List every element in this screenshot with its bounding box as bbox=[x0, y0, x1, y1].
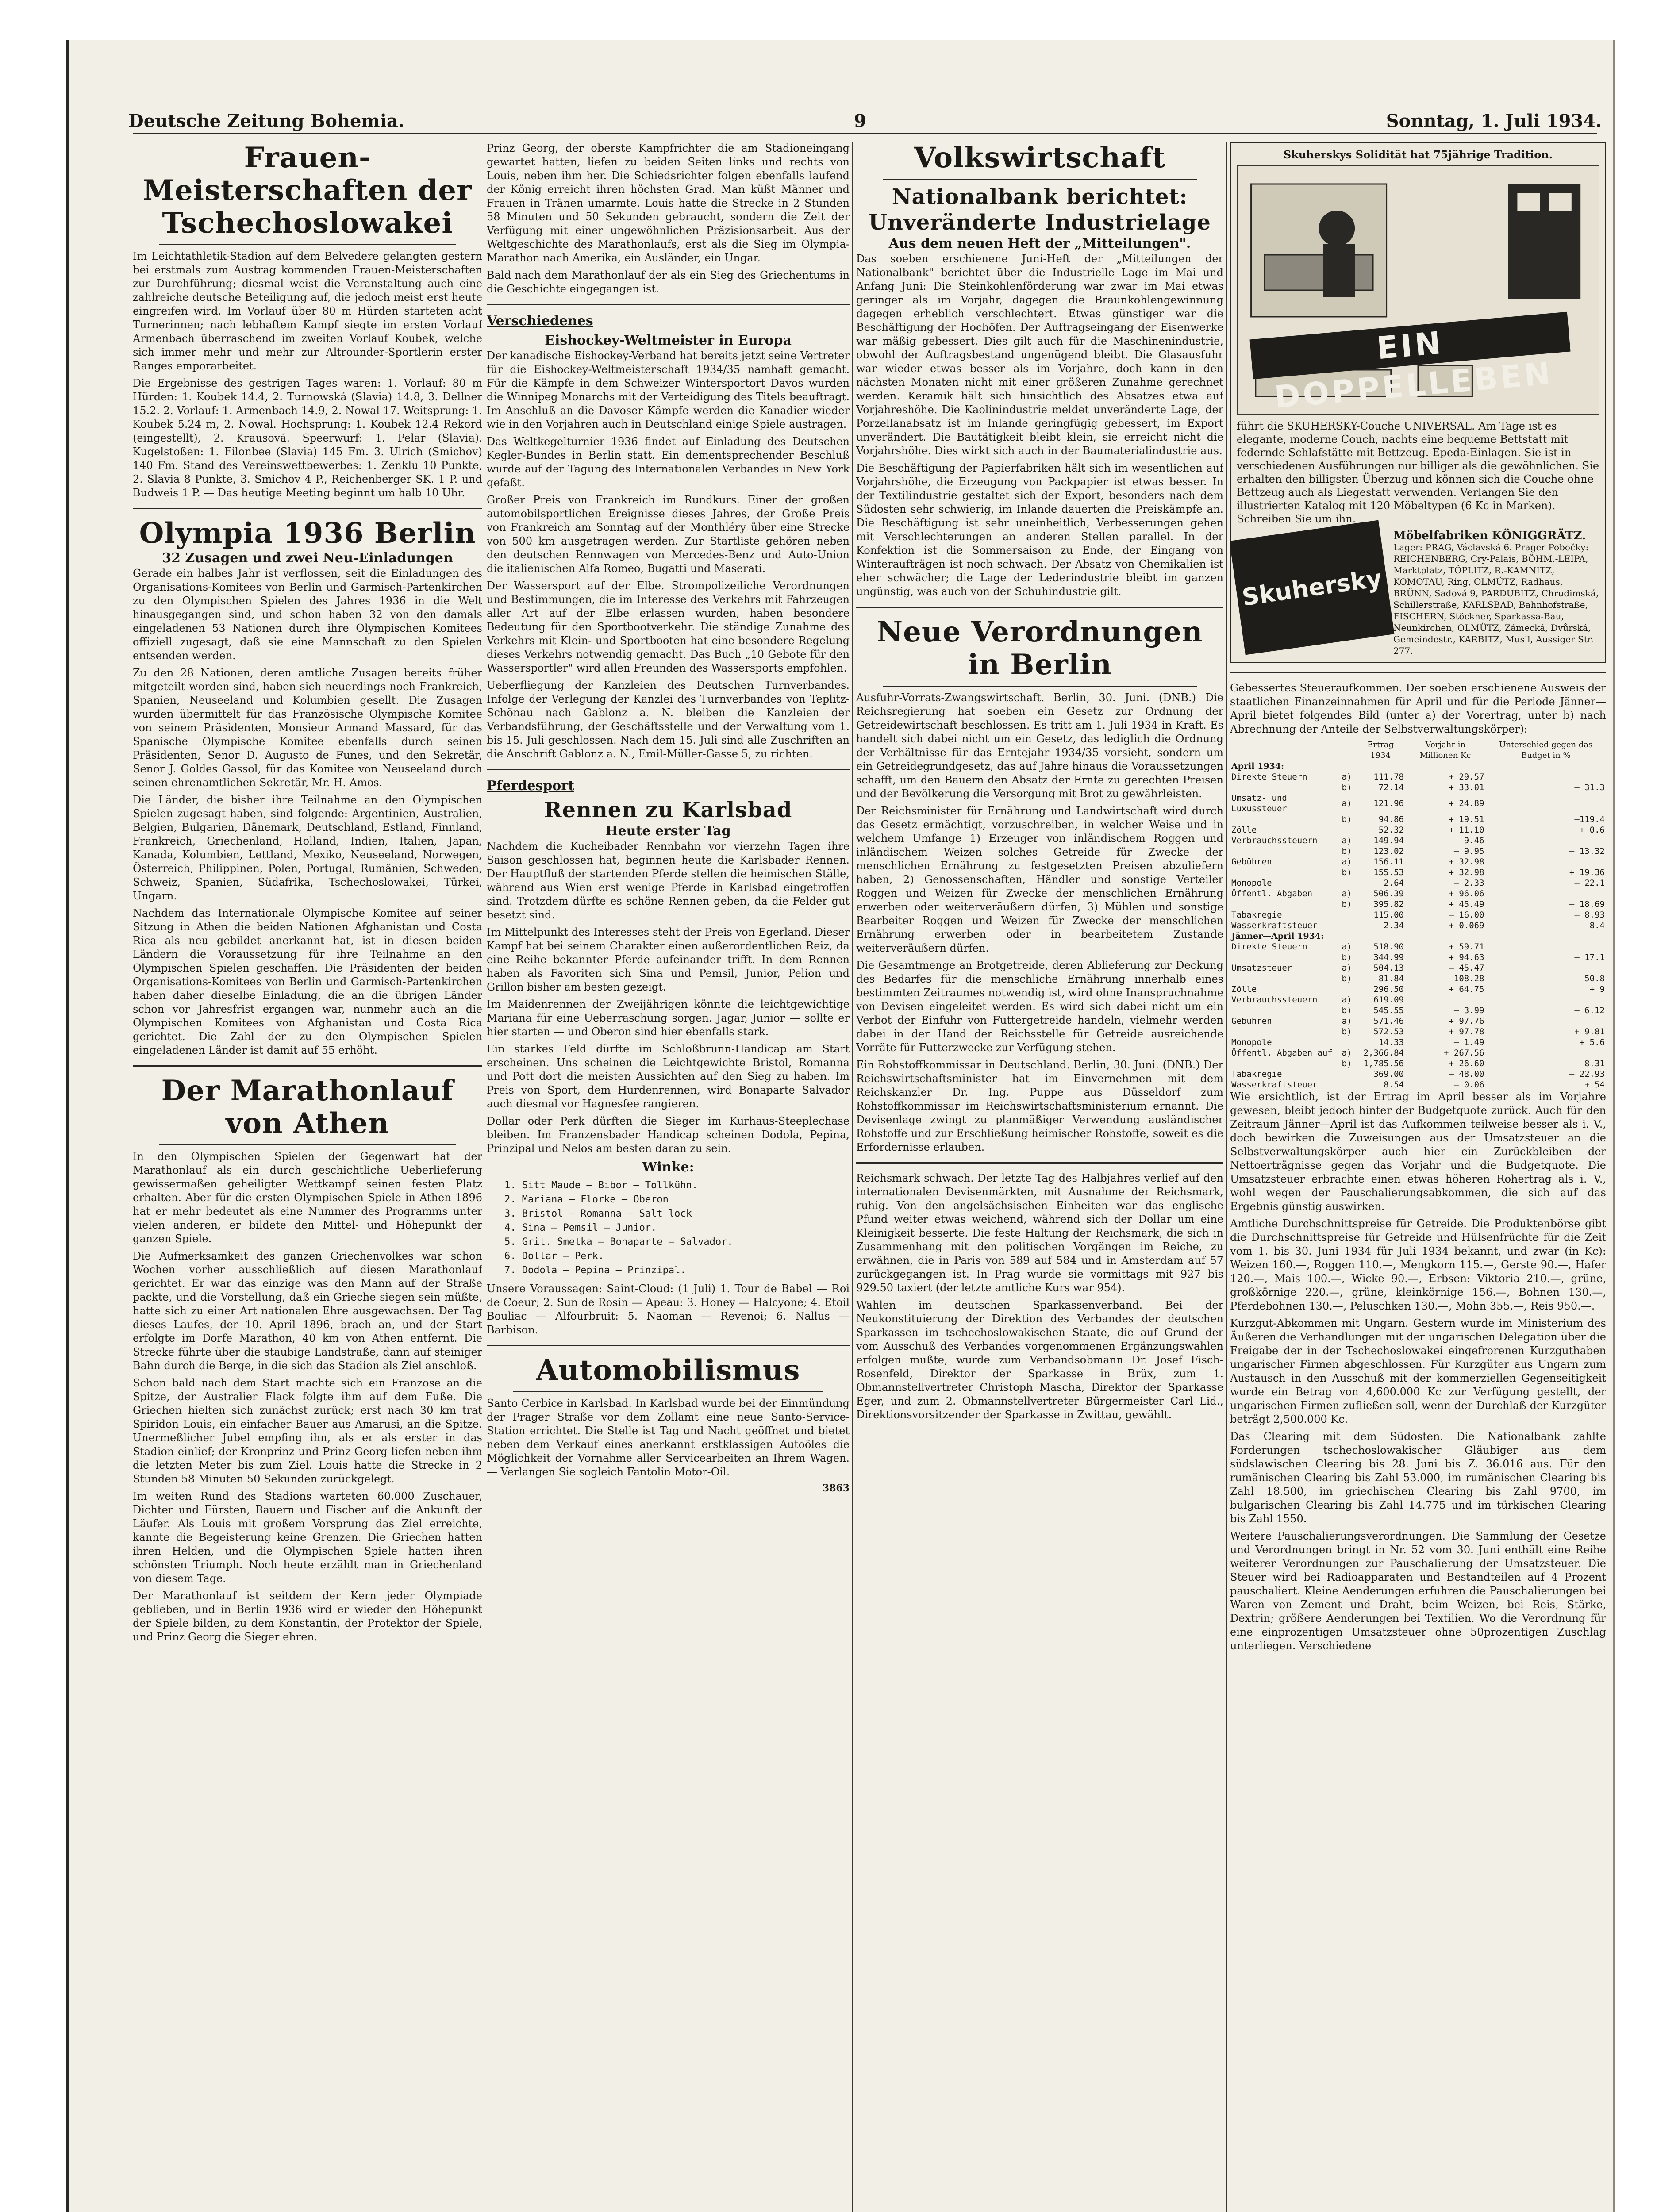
divider bbox=[159, 244, 456, 245]
article-paragraph: Im Leichtathletik-Stadion auf dem Belvedere gelangten gestern bei erstmals zum Austrag kommenden Frauen-Meisterschaften zur Durchführung; diesmal weist die Veranstaltung auch eine zahlreiche deutsche Beteiligung auf, die jedoch meist erst heute eingreifen wird. Im Vorlauf über 80 m Hürden starteten acht Turnerinnen; nach lebhaftem Kampf siegte im ersten Vorlauf Armenbach überraschend im zweiten Vorlauf Koubek, welche sich immer mehr und mehr zur Altrounder-Sportlerin erster Ranges emporarbeitet. bbox=[133, 250, 482, 372]
ad-title: Skuherskys Solidität hat 75jährige Tradition. bbox=[1283, 148, 1553, 161]
table-row bbox=[1230, 782, 1606, 793]
column-economy bbox=[856, 142, 1223, 1425]
table-cell: 156.11 bbox=[1373, 857, 1404, 867]
table-cell: 115.00 bbox=[1373, 910, 1404, 920]
table-row bbox=[1230, 1005, 1606, 1016]
table-cell: Umsatzsteuer bbox=[1231, 963, 1292, 973]
table-cell: 8.54 bbox=[1384, 1080, 1404, 1090]
article-paragraph: Unsere Voraussagen: Saint-Cloud: (1 Juli) 1. Tour de Babel — Roi de Coeur; 2. Sun de Rosin — Apeau: 3. Honey — Halcyone; 4. Etoil Bouliac — Alfourbruit: 5. Naoman — Revenoi; 6. Nallus — Barbison. bbox=[487, 1283, 850, 1336]
table-cell bbox=[1230, 1058, 1340, 1069]
article-paragraph: Gebessertes Steueraufkommen. Der soeben erschienene Ausweis der staatlichen Finanzeinnahmen für April und für die Periode Jänner—April bietet folgendes Bild (unter a) der Vorertrag, unter b) nach Abrechnung der Anteile der Selbstverwaltungskörper): bbox=[1230, 682, 1606, 735]
table-cell: b) bbox=[1342, 783, 1352, 792]
tip-item: 5. Grit. Smetka — Bonaparte — Salvador. bbox=[504, 1237, 733, 1248]
headline-olympia: Olympia 1936 Berlin bbox=[139, 517, 476, 550]
table-cell: a) bbox=[1342, 1016, 1352, 1026]
firm-name: Möbelfabriken KÖNIGGRÄTZ. bbox=[1393, 529, 1586, 542]
table-cell: Öffentl. Abgaben auf bbox=[1231, 1048, 1333, 1058]
table-cell: 1,785.56 bbox=[1363, 1059, 1404, 1068]
article-paragraph: Der Reichsminister für Ernährung und Landwirtschaft wird durch das Gesetz ermächtigt, vorzuschreiben, in welcher Weise und in welchem Umfange 1) Erzeuger von inländischem Roggen und inländischem Weizen solches Getreide für Zwecke der menschlichen Ernährung zu festgesetzten Preisen abzuliefern haben, 2) Genossenschaften, Händler und sonstige Verteiler Roggen und Weizen für Zwecke der menschlichen Ernährung erwerben oder weiterveräußern dürfen, 3) Mühlen und sonstige Bearbeiter Roggen und Weizen für Zwecke der menschlichen Ernährung erwerben oder in bearbeitetem Zustande weiterveräußern dürfen. bbox=[856, 805, 1223, 954]
divider bbox=[856, 607, 1223, 608]
table-cell: + 54 bbox=[1584, 1080, 1605, 1090]
divider bbox=[159, 1144, 456, 1145]
table-row bbox=[1230, 984, 1606, 995]
table-cell: 619.09 bbox=[1373, 995, 1404, 1005]
table-cell: Gebühren bbox=[1231, 857, 1272, 867]
table-cell: 344.99 bbox=[1373, 952, 1404, 962]
table-cell bbox=[1486, 856, 1606, 867]
subheadline-karlsbad: Heute erster Tag bbox=[605, 823, 731, 839]
table-cell: b) bbox=[1342, 952, 1352, 962]
table-cell: 14.33 bbox=[1378, 1037, 1404, 1047]
article-paragraph: Nachdem das Internationale Olympische Komitee auf seiner Sitzung in Athen die beiden Nationen Afghanistan und Costa Rica als neu gebildet anerkannt hat, ist in diesen beiden Ländern die Voraussetzung für ihre Teilnahme an den Olympischen Spielen geschaffen. Die Präsidenten der beiden Organisations-Komitees von Berlin und Garmisch-Partenkirchen haben daher dieselbe Einladung, die an die übrigen Länder schon vor Jahresfrist ergangen war, nunmehr auch an die Olympischen Komitees von Afghanistan und Costa Rica gerichtet. Die Zahl der zu den Olympischen Spielen eingeladenen Länder ist damit auf 55 erhöht. bbox=[133, 907, 482, 1056]
table-cell: b) bbox=[1342, 899, 1352, 909]
table-row bbox=[1230, 920, 1606, 931]
table-row bbox=[1230, 1079, 1606, 1090]
column-ads-finance bbox=[1230, 142, 1606, 1656]
table-row bbox=[1230, 1048, 1606, 1058]
branch-list: Lager: PRAG, Václavská 6. Prager Pobočky: REICHENBERG, Cry-Palais, BÖHM.-LEIPA, Marktplatz, TÖPLITZ, R.-KAMNITZ, KOMOTAU, Ring, OLMÜTZ, Radhaus, BRÜNN, Sadová 9, PARDUBITZ, Chrudimská, Schillerstraße, KARLSBAD, Bahnhofstraße, FISCHERN, Stöckner, Sparkassa-Bau, Neunkirchen, OLMÜTZ, Zámecká, Dvůrská, Gemeindestr., KARBITZ, Musil, Aussiger Str. 277. bbox=[1393, 542, 1599, 656]
article-paragraph: Zu den 28 Nationen, deren amtliche Zusagen bereits früher mitgeteilt worden sind, haben sich neuerdings noch Frankreich, Spanien, Neuseeland und Kolumbien gesellt. Die Zusagen wurden übermittelt für das Französische Olympische Komitee von seinem Präsidenten, Monsieur Armand Massard, für das Spanische Olympische Komitee ebenfalls durch seinen Präsidenten, Senor D. Augusto de Funes, und den Sekretär, Senor J. Goldes Gassol, für das Komitee von Neuseeland durch seinen ehrenamtlichen Sekretär, Mr. H. Amos. bbox=[133, 667, 482, 789]
table-cell: Zölle bbox=[1231, 825, 1257, 835]
table-cell bbox=[1486, 772, 1606, 782]
table-cell: Umsatz- und Luxussteuer bbox=[1231, 793, 1287, 814]
table-header-cell: Ertrag 1934 bbox=[1367, 740, 1394, 760]
subheadline-nationalbank: Aus dem neuen Heft der „Mitteilungen". bbox=[888, 236, 1191, 251]
ad-body: führt die SKUHERSKY-Couche UNIVERSAL. Am Tage ist es elegante, moderne Couch, nachts eine bequeme Bettstatt mit federnde Schlafstätte mit Bettzeug. Epeda-Einlagen. Sie ist in verschiedenen Ausführungen nur billiger als die gewöhnlichen. Sie erhalten den billigsten Überzug und können sich die Couche ohne Bettzeug auch als Liegestatt verwenden. Verlangen Sie den illustrierten Katalog mit 120 Möbeltypen (6 Kc in Marken). Schreiben Sie um ihn. bbox=[1237, 420, 1599, 525]
table-cell: — 45.47 bbox=[1449, 963, 1484, 973]
table-cell: + 9 bbox=[1589, 984, 1605, 994]
table-body-april bbox=[1230, 772, 1606, 931]
divider bbox=[487, 1345, 850, 1346]
table-cell: b) bbox=[1342, 1059, 1352, 1068]
table-cell: — 22.93 bbox=[1569, 1069, 1605, 1079]
table-cell: — 0.06 bbox=[1453, 1080, 1484, 1090]
table-cell: + 11.10 bbox=[1449, 825, 1484, 835]
table-cell: 395.82 bbox=[1373, 899, 1404, 909]
table-cell: b) bbox=[1342, 974, 1352, 983]
table-cell bbox=[1340, 910, 1353, 920]
table-cell: Verbrauchssteuern bbox=[1231, 995, 1318, 1005]
table-cell: 518.90 bbox=[1373, 942, 1404, 952]
advertisement-skuhersky bbox=[1230, 142, 1606, 663]
table-cell: + 59.71 bbox=[1449, 942, 1484, 952]
table-cell bbox=[1230, 1005, 1340, 1016]
column-divider bbox=[852, 142, 853, 2212]
article-paragraph: Bald nach dem Marathonlauf der als ein Sieg des Griechentums in die Geschichte eingegangen ist. bbox=[487, 269, 850, 295]
table-cell: 121.96 bbox=[1373, 799, 1404, 808]
table-row bbox=[1230, 1037, 1606, 1048]
table-cell: + 32.98 bbox=[1449, 868, 1484, 877]
table-cell bbox=[1230, 1026, 1340, 1037]
table-row bbox=[1230, 973, 1606, 984]
headline-karlsbad-races: Rennen zu Karlsbad bbox=[544, 798, 792, 822]
table-cell: Direkte Steuern bbox=[1231, 772, 1307, 782]
table-cell bbox=[1405, 995, 1486, 1005]
divider bbox=[883, 179, 1197, 180]
table-cell bbox=[1486, 1048, 1606, 1058]
table-cell: a) bbox=[1342, 995, 1352, 1005]
table-cell bbox=[1486, 793, 1606, 814]
table-cell: + 267.56 bbox=[1444, 1048, 1484, 1058]
tax-revenue-table bbox=[1230, 740, 1606, 1090]
article-paragraph: Im Mittelpunkt des Interesses steht der Preis von Egerland. Dieser Kampf hat bei seinem Charakter einen außerordentlichen Reiz, da eine Reihe bekannter Pferde aufeinander trifft. In dem Rennen haben als Favoriten sich Sina und Pemsil, Junior, Pelion und Grillon bisher am besten gezeigt. bbox=[487, 926, 850, 993]
table-cell bbox=[1340, 1037, 1353, 1048]
article-paragraph: Ueberfliegung der Kanzleien des Deutschen Turnverbandes. Infolge der Verlegung der Kanzlei des Turnverbandes von Teplitz-Schönau nach Gablonz a. N. bleiben die Kanzleien der Verbandsführung, der Geschäftsstelle und der Verwaltung vom 1. bis 15. Juli geschlossen. Nach dem 15. Juli sind alle Zuschriften an die Anschrift Gablonz a. N., Emil-Müller-Gasse 5, zu richten. bbox=[487, 679, 850, 760]
table-cell bbox=[1340, 878, 1353, 888]
article-paragraph: Großer Preis von Frankreich im Rundkurs. Einer der großen automobilsportlichen Ereignisse dieses Jahres, der Große Preis von Frankreich am Sonntag auf der Monthléry über eine Strecke von 500 km ausgetragen werden. Zur Startliste gehören neben den deutschen Rennwagen von Mercedes-Benz und Auto-Union die italienischen Alfa Romeo, Bugatti und Maserati. bbox=[487, 494, 850, 575]
table-cell: Tabakregie bbox=[1231, 1069, 1282, 1079]
table-cell: Direkte Steuern bbox=[1231, 942, 1307, 952]
table-cell: 2,366.84 bbox=[1363, 1048, 1404, 1058]
table-cell: a) bbox=[1342, 772, 1352, 782]
table-cell bbox=[1340, 1079, 1353, 1090]
article-paragraph: Die Aufmerksamkeit des ganzen Griechenvolkes war schon Wochen vorher ausschließlich auf diesen Marathonlauf gerichtet. Er war das einzige was den Mann auf der Straße packte, und die Vorstellung, daß ein Grieche siegen sein müßte, hatte sich zu einer Art nationalen Ehre ausgewachsen. Der Tag dieses Laufes, der 10. April 1896, brach an, und der Start erfolgte im Dorfe Marathon, 40 km von Athen entfernt. Die Strecke führte über die staubige Landstraße, dann auf steiniger Bahn durch die Berge, in die sich das Stadion als Ziel anschloß. bbox=[133, 1250, 482, 1372]
article-paragraph: Weitere Pauschalierungsverordnungen. Die Sammlung der Gesetze und Verordnungen bringt in Nr. 52 vom 30. Juni enthält eine Reihe weiterer Verordnungen zur Pauschalierung der Umsatzsteuer. Die Steuer wird bei Radioapparaten und Bestandteilen auf 4 Prozent pauschaliert. Kleine Aenderungen erfuhren die Pauschalierungen bei Waren von Zement und Draht, beim Weizen, bei Reis, Stärke, Dextrin; größere Aenderungen bei Textilien. Wo die Verordnung für eine einprozentigen Umsatzsteuer ohne 50prozentigen Zuschlag unterliegen. Verschiedene bbox=[1230, 1530, 1606, 1652]
headline-automobilism: Automobilismus bbox=[536, 1354, 800, 1387]
table-cell: + 29.57 bbox=[1449, 772, 1484, 782]
table-cell: Monopole bbox=[1231, 878, 1272, 888]
table-row bbox=[1230, 1069, 1606, 1079]
table-cell bbox=[1230, 867, 1340, 878]
table-cell: 123.02 bbox=[1373, 846, 1404, 856]
article-paragraph: Wie ersichtlich, ist der Ertrag im April besser als im Vorjahre gewesen, bleibt jedoch hinter der Budgetquote zurück. Auch für den Zeitraum Jänner—April ist das Aufkommen teilweise besser als i. V., doch bewirken die Zuweisungen aus der Umsatzsteuer an die Selbstverwaltungskörper auch hier ein Zurückbleiben der Nettoerträgnisse gegen das Vorjahr und die Budgetquote. Die Umsatzsteuer erbrachte einen etwas höheren Rohertrag als i. V., wohl wegen der Pauschalierungsabkommen, die sich auf das Ergebnis günstig auswirken. bbox=[1230, 1091, 1606, 1213]
divider bbox=[133, 508, 482, 509]
table-cell: — 13.32 bbox=[1569, 846, 1605, 856]
table-cell: b) bbox=[1342, 1006, 1352, 1015]
table-cell: 296.50 bbox=[1373, 984, 1404, 994]
table-cell: b) bbox=[1342, 868, 1352, 877]
article-paragraph: Amtliche Durchschnittspreise für Getreide. Die Produktenbörse gibt die Durchschnittspreise für Getreide und Hülsenfrüchte für die Zeit vom 1. bis 30. Juni 1934 für Juli 1934 bekannt, und zwar (in Kc): Weizen 160.—, Roggen 110.—, Mengkorn 115.—, Gerste 90.—, Hafer 120.—, Mais 100.—, Wicke 90.—, Erbsen: Viktoria 210.—, grüne, großkörnige 220.—, grüne, kleinkörnige 156.—, Bohnen 130.—, Pferdebohnen 130.—, Peluschken 130.—, Mohn 355.—, Reis 950.—. bbox=[1230, 1217, 1606, 1312]
table-cell: — 3.99 bbox=[1453, 1006, 1484, 1015]
table-cell: — 6.12 bbox=[1574, 1006, 1605, 1015]
article-paragraph: In den Olympischen Spielen der Gegenwart hat der Marathonlauf als ein durch geschichtliche Ueberlieferung gewissermaßen geheiligter Wettkampf seinen festen Platz erhalten. Aber für die ersten Olympischen Spiele in Athen 1896 hat er mehr bedeutet als eine Nummer des Programms unter vielen anderen, er bildete den Mittel- und Höhepunkt der ganzen Spiele. bbox=[133, 1150, 482, 1245]
table-cell: + 0.069 bbox=[1449, 921, 1484, 930]
table-cell: 2.64 bbox=[1384, 878, 1404, 888]
divider bbox=[1230, 672, 1606, 673]
section-heading-misc: Verschiedenes bbox=[487, 313, 593, 329]
divider bbox=[856, 1162, 1223, 1164]
table-row bbox=[1230, 952, 1606, 963]
table-cell bbox=[1486, 963, 1606, 973]
table-cell: Wasserkraftsteuer bbox=[1231, 1080, 1318, 1090]
table-cell bbox=[1486, 1016, 1606, 1026]
table-row bbox=[1230, 941, 1606, 952]
table-cell: — 31.3 bbox=[1574, 783, 1605, 792]
article-paragraph: Ausfuhr-Vorrats-Zwangswirtschaft. Berlin, 30. Juni. (DNB.) Die Reichsregierung hat soeben ein Gesetz zur Ordnung der Getreidewirtschaft beschlossen. Es tritt am 1. Juli 1934 in Kraft. Es handelt sich dabei nicht um ein Gesetz, das lediglich die Ordnung der Verhältnisse für das Erntejahr 1934/35 vorsieht, sondern um ein Getreidegrundgesetz, das auf Jahre hinaus die Voraussetzungen schafft, um den Bauern den Absatz der Ernte zu gerechten Preisen und der Bevölkerung die Versorgung mit Brot zu gewährleisten. bbox=[856, 691, 1223, 800]
table-cell: 52.32 bbox=[1378, 825, 1404, 835]
table-row bbox=[1230, 814, 1606, 825]
table-cell: + 0.6 bbox=[1579, 825, 1605, 835]
table-cell: + 64.75 bbox=[1449, 984, 1484, 994]
table-cell: — 22.1 bbox=[1574, 878, 1605, 888]
table-section-row bbox=[1230, 761, 1606, 772]
table-cell bbox=[1230, 846, 1340, 856]
article-paragraph: Reichsmark schwach. Der letzte Tag des Halbjahres verlief auf den internationalen Devisenmärkten, mit Ausnahme der Reichsmark, ruhig. Von den angelsächsischen Einheiten war das englische Pfund weiter etwas weichend, während sich der Dollar um eine Kleinigkeit besserte. Die feste Haltung der Reichsmark, die sich in Zusammenhang mit den politischen Vorgängen im Reiche, zu erwähnen, die in Paris von 589 auf 584 und in Amsterdam auf 57 zurückgegangen ist. In Prag wurde sie vormittags mit 927 bis 929.50 taxiert (der letzte amtliche Kurs war 954). bbox=[856, 1172, 1223, 1294]
table-cell: + 19.36 bbox=[1569, 868, 1605, 877]
tip-item: 2. Mariana — Florke — Oberon bbox=[504, 1194, 669, 1205]
article-paragraph: Nachdem die Kucheibader Rennbahn vor vierzehn Tagen ihre Saison geschlossen hat, beginnen heute die Karlsbader Rennen. Der Hauptfluß der startenden Pferde stellen die heimischen Ställe, während aus Wien erst wenige Pferde in Karlsbad eingetroffen sind. Trotzdem dürfte es schöne Rennen geben, da die Felder gut besetzt sind. bbox=[487, 840, 850, 921]
table-cell: 72.14 bbox=[1378, 783, 1404, 792]
headline-new-regulations: Neue Verordnungen in Berlin bbox=[877, 615, 1203, 681]
table-cell: — 48.00 bbox=[1449, 1069, 1484, 1079]
column-sports bbox=[133, 142, 482, 1647]
ad-banner: EIN DOPPELLEBEN bbox=[1249, 312, 1570, 379]
table-cell: + 9.81 bbox=[1574, 1027, 1605, 1037]
headline-nationalbank: Nationalbank berichtet: Unveränderte Industrielage bbox=[869, 184, 1211, 235]
divider bbox=[487, 769, 850, 770]
table-cell bbox=[1230, 782, 1340, 793]
article-paragraph: Schon bald nach dem Start machte sich ein Franzose an die Spitze, der Australier Flack folgte ihm auf dem Fuße. Die Griechen hielten sich zunächst zurück; erst nach 30 km trat Spiridon Louis, ein einfacher Bauer aus Amarusi, an die Spitze. Unermeßlicher Jubel empfing ihn, als er als erster in das Stadion einlief; der Kronprinz und Prinz Georg liefen neben ihm die letzten Meter bis zum Ziel. Louis hatte die Strecke in 2 Stunden 58 Minuten 50 Sekunden zurückgelegt. bbox=[133, 1377, 482, 1485]
table-cell: + 24.89 bbox=[1449, 799, 1484, 808]
table-row bbox=[1230, 963, 1606, 973]
table-cell: 155.53 bbox=[1373, 868, 1404, 877]
tip-item: 3. Bristol — Romanna — Salt lock bbox=[504, 1208, 692, 1219]
article-paragraph: Kurzgut-Abkommen mit Ungarn. Gestern wurde im Ministerium des Äußeren die Verhandlungen mit der ungarischen Delegation über die Freigabe der in der Tschechoslowakei eingefrorenen Kurzguthaben ungarischer Firmen abgeschlossen. Für Kurzgüter aus Ungarn zum Austausch in den Ausschuß mit der kommerziellen Gegenseitigkeit wurde ein Betrag von 4,600.000 Kc zur Verfügung gestellt, der ungarischen Firmen zufließen soll, wenn der Durchlaß der Kurzgüter beträgt 2,500.000 Kc. bbox=[1230, 1317, 1606, 1425]
article-paragraph: Das Clearing mit dem Südosten. Die Nationalbank zahlte Forderungen tschechoslowakischer Gläubiger aus dem südslawischen Clearing bis 28. Juni bis Z. 36.016 aus. Für den rumänischen Clearing bis Zahl 53.000, im rumänischen Clearing bis Zahl 18.500, im griechischen Clearing bis Zahl 9700, im bulgarischen Clearing bis Zahl 14.775 und im türkischen Clearing bis Zahl 1550. bbox=[1230, 1430, 1606, 1525]
article-paragraph: Im weiten Rund des Stadions warteten 60.000 Zuschauer, Dichter und Fürsten, Bauern und Fischer auf die Ankunft der Läufer. Als Louis mit großem Vorsprung das Ziel erreichte, kannte die Begeisterung keine Grenzen. Die Griechen hatten ihren Helden, und die Olympischen Spiele hatten ihren schönsten Triumph. Noch heute erzählt man in Griechenland von diesem Tage. bbox=[133, 1490, 482, 1585]
divider bbox=[133, 1065, 482, 1067]
table-cell bbox=[1230, 899, 1340, 910]
page-number: 9 bbox=[854, 111, 866, 131]
table-cell: + 26.60 bbox=[1449, 1059, 1484, 1068]
table-cell: + 45.49 bbox=[1449, 899, 1484, 909]
table-cell: Wasserkraftsteuer bbox=[1231, 921, 1318, 930]
article-paragraph: Der Wassersport auf der Elbe. Strompolizeiliche Verordnungen und Bestimmungen, die im Interesse des Verkehrs mit Fahrzeugen aller Art auf der Elbe erlassen wurden, haben besondere Bedeutung für den Sportbootverkehr. Die ständige Zunahme des Verkehrs mit Klein- und Sportbooten hat eine besondere Regelung dieses Verkehrs notwendig gemacht. Das Buch „10 Gebote für den Wassersportler" wird allen Freunden des Wassersports empfohlen. bbox=[487, 580, 850, 674]
table-cell: b) bbox=[1342, 1027, 1352, 1037]
table-cell: a) bbox=[1342, 799, 1352, 808]
article-paragraph: Wahlen im deutschen Sparkassenverband. Bei der Neukonstituierung der Direktion des Verbandes der deutschen Sparkassen im tschechoslowakischen Staate, die auf Grund der vom Ausschuß des Verbandes vorgenommenen Ergänzungswahlen erfolgen mußte, wurde zum Verbandsobmann Dr. Josef Fisch-Rosenfeld, Direktor der Sparkasse in Brüx, zum 1. Obmannstellvertreter Christoph Mascha, Direktor der Sparkasse Eger, und zum 2. Obmannstellvertreter Bürgermeister Carl Lid., Direktionsvorsitzender der Sparkasse in Zwittau, gewählt. bbox=[856, 1299, 1223, 1421]
table-cell: — 8.93 bbox=[1574, 910, 1605, 920]
table-cell: Verbrauchssteuern bbox=[1231, 836, 1318, 845]
article-paragraph: Das soeben erschienene Juni-Heft der „Mitteilungen der Nationalbank" berichtet über die Industrielle Lage im Mai und Anfang Juni: Die Steinkohlenförderung war zwar im Mai etwas geringer als im Vorjahr, dagegen die Braunkohlengewinnung dagegen erheblich verschlechtert. Etwas günstiger war die Beschäftigung der Hochöfen. Der Auftragseingang der Eisenwerke war mäßig gebessert. Dies gilt auch für die Maschinenindustrie, obwohl der Auftragsbestand ungenügend bleibt. Die Glasausfuhr war wieder etwas besser als im Vorjahre, doch kann in den nächsten Monaten nicht mit einer größeren Zunahme gerechnet werden. Keramik hält sich hinsichtlich des Absatzes etwa auf Vorjahreshöhe. Die Kaolinindustrie meldet unveränderte Lage, der Porzellanabsatz ist im Inlande geringfügig gebessert, im Export unverändert. Die Bautätigkeit bleibt klein, sie erreicht nicht die Vorjahrshöhe. Dies wirkt sich auch in der Baumaterialindustrie aus. bbox=[856, 253, 1223, 457]
table-cell: — 9.95 bbox=[1453, 846, 1484, 856]
article-paragraph: Im Maidenrennen der Zweijährigen könnte die leichtgewichtige Mariana für eine Ueberraschung sorgen. Jagar, Junior — sollte er hier starten — und Oberon sind hier ebenfalls stark. bbox=[487, 998, 850, 1038]
table-cell: — 18.69 bbox=[1569, 899, 1605, 909]
table-cell: b) bbox=[1342, 846, 1352, 856]
table-header-cell: Unterschied gegen das Budget in % bbox=[1499, 740, 1593, 760]
table-row bbox=[1230, 856, 1606, 867]
table-cell: b) bbox=[1342, 814, 1352, 824]
table-section-label: Jänner—April 1934: bbox=[1231, 931, 1324, 941]
table-cell bbox=[1340, 1069, 1353, 1079]
headline-marathon: Der Marathonlauf von Athen bbox=[161, 1074, 454, 1140]
table-cell: — 2.33 bbox=[1453, 878, 1484, 888]
table-cell: + 94.63 bbox=[1449, 952, 1484, 962]
table-row bbox=[1230, 910, 1606, 920]
subheadline-icehockey: Eishockey-Weltmeister in Europa bbox=[545, 333, 792, 348]
table-cell: — 1.49 bbox=[1453, 1037, 1484, 1047]
table-row bbox=[1230, 1026, 1606, 1037]
table-cell: 81.84 bbox=[1378, 974, 1404, 983]
table-cell: Gebühren bbox=[1231, 1016, 1272, 1026]
table-cell: + 19.51 bbox=[1449, 814, 1484, 824]
table-cell: a) bbox=[1342, 889, 1352, 899]
table-body-jan-apr bbox=[1230, 941, 1606, 1090]
divider bbox=[487, 304, 850, 305]
ad-address bbox=[1393, 530, 1599, 657]
table-row bbox=[1230, 867, 1606, 878]
article-paragraph: Das Weltkegelturnier 1936 findet auf Einladung des Deutschen Kegler-Bundes in Berlin statt. Ein dementsprechender Beschluß wurde auf der Tagung des Internationalen Verbandes in New York gefaßt. bbox=[487, 435, 850, 489]
article-paragraph: Gerade ein halbes Jahr ist verflossen, seit die Einladungen des Organisations-Komitees von Berlin und Garmisch-Partenkirchen zu den Olympischen Spielen des Jahres 1936 in die Welt hinausgegangen sind, und schon haben 32 von den damals eingeladenen 53 Nationen durch ihre Olympischen Komitees offiziell zugesagt, daß sie eine Mannschaft zu den Spielen entsenden werden. bbox=[133, 567, 482, 662]
table-cell: a) bbox=[1342, 963, 1352, 973]
table-row bbox=[1230, 899, 1606, 910]
table-cell bbox=[1340, 825, 1353, 835]
table-section-row bbox=[1230, 931, 1606, 941]
table-row bbox=[1230, 835, 1606, 846]
table-row bbox=[1230, 1058, 1606, 1069]
table-cell bbox=[1340, 920, 1353, 931]
tips-list bbox=[504, 1179, 850, 1278]
tip-item: 1. Sitt Maude — Bibor — Tollkühn. bbox=[504, 1180, 698, 1191]
table-row bbox=[1230, 772, 1606, 782]
subheadline-olympia: 32 Zusagen und zwei Neu-Einladungen bbox=[162, 550, 453, 566]
table-cell: Monopole bbox=[1231, 1037, 1272, 1047]
header-rule bbox=[133, 133, 1597, 134]
table-cell: — 8.31 bbox=[1574, 1059, 1605, 1068]
article-paragraph: Die Ergebnisse des gestrigen Tages waren: 1. Vorlauf: 80 m Hürden: 1. Koubek 14.4, 2. Turnowská (Slavia) 14.8, 3. Dellner 15.2. 2. Vorlauf: 1. Armenbach 14.9, 2. Nowal 17. Weitsprung: 1. Koubek 5.24 m, 2. Nowal. Hochsprung: 1. Koubek 12.4 Rekord (eingestellt), 2. Krausová. Speerwurf: 1. Pelar (Slavia). Kugelstoßen: 1. Filonbee (Slavia) 145 Fm. 3. Ulrich (Smichov) 140 Fm. Stand des Vereinswettbewerbes: 1. Zenklu 10 Punkte, 2. Slavia 8 Punkte, 3. Smichov 4 P., Reichenberger SK. 1 P. und Budweis 1 P. — Das heutige Meeting beginnt um halb 10 Uhr. bbox=[133, 377, 482, 499]
table-row bbox=[1230, 793, 1606, 814]
table-cell: 2.34 bbox=[1384, 921, 1404, 930]
ad-illustration bbox=[1237, 165, 1599, 415]
tips-heading: Winke: bbox=[642, 1160, 694, 1175]
table-section-label: April 1934: bbox=[1231, 761, 1284, 771]
column-divider bbox=[1226, 142, 1227, 2212]
table-cell: — 50.8 bbox=[1574, 974, 1605, 983]
divider bbox=[513, 1391, 823, 1392]
table-cell bbox=[1486, 888, 1606, 899]
table-cell: 506.39 bbox=[1373, 889, 1404, 899]
table-row bbox=[1230, 995, 1606, 1005]
ad-footer bbox=[1237, 530, 1599, 657]
table-cell: + 97.76 bbox=[1449, 1016, 1484, 1026]
table-header-cell: Vorjahr in Millionen Kc bbox=[1420, 740, 1471, 760]
table-cell bbox=[1230, 814, 1340, 825]
table-cell bbox=[1230, 952, 1340, 963]
table-row bbox=[1230, 825, 1606, 835]
divider bbox=[883, 686, 1197, 687]
table-cell: Tabakregie bbox=[1231, 910, 1282, 920]
skuhersky-logo: Skuhersky bbox=[1230, 520, 1394, 655]
article-paragraph: Dollar oder Perk dürften die Sieger im Kurhaus-Steeplechase bleiben. Im Franzensbader Handicap scheinen Dodola, Pepina, Prinzipal und Nelos am besten daran zu sein. bbox=[487, 1115, 850, 1155]
table-cell: a) bbox=[1342, 1048, 1352, 1058]
table-cell bbox=[1230, 973, 1340, 984]
table-cell: —119.4 bbox=[1574, 814, 1605, 824]
table-cell: + 33.01 bbox=[1449, 783, 1484, 792]
column-miscellaneous bbox=[487, 142, 850, 1494]
table-cell: a) bbox=[1342, 942, 1352, 952]
table-cell: 545.55 bbox=[1373, 1006, 1404, 1015]
table-cell: — 9.46 bbox=[1453, 836, 1484, 845]
table-row bbox=[1230, 846, 1606, 856]
headline-women-championships: Frauen-Meisterschaften der Tschechoslowakei bbox=[143, 142, 472, 240]
article-paragraph: Die Länder, die bisher ihre Teilnahme an den Olympischen Spielen zugesagt haben, sind folgende: Argentinien, Australien, Belgien, Bulgarien, Dänemark, Deutschland, Estland, Finnland, Frankreich, Griechenland, Holland, Indien, Italien, Japan, Kanada, Kolumbien, Lettland, Mexiko, Neuseeland, Norwegen, Österreich, Philippinen, Polen, Portugal, Rumänien, Schweden, Schweiz, Spanien, Südafrika, Tschechoslowakei, Türkei, Ungarn. bbox=[133, 794, 482, 902]
table-cell: — 17.1 bbox=[1574, 952, 1605, 962]
table-cell: 149.94 bbox=[1373, 836, 1404, 845]
ad-code: 3863 bbox=[822, 1482, 850, 1494]
table-cell bbox=[1486, 995, 1606, 1005]
table-cell bbox=[1340, 984, 1353, 995]
article-paragraph: Die Gesamtmenge an Brotgetreide, deren Ablieferung zur Deckung des Bedarfes für die menschliche Ernährung innerhalb eines bestimmten Zeitraumes notwendig ist, wird ohne Inanspruchnahme von Devisen eingeleitet werden. Es wird sich dabei nicht um ein Verbot der Einfuhr von Futtergetreide handeln, vielmehr werden dabei in der Hand der Reichsstelle für Getreide ausreichende Vorräte für Futterzwecke zur Verfügung stehen. bbox=[856, 959, 1223, 1054]
article-paragraph: Prinz Georg, der oberste Kampfrichter die am Stadioneingang gewartet hatten, liefen zu beiden Seiten links und rechts von Louis, neben ihm her. Die Schiedsrichter folgen ebenfalls laufend der König erreicht ihren höchsten Grad. Man küßt Männer und Frauen in Tränen umarmte. Louis hatte die Strecke in 2 Stunden 58 Minuten und 50 Sekunden gebraucht, sondern die Zeit der Verfügung mit einer ungewöhnlichen Präzisionsarbeit. Aus der Weltgeschichte des Marathonlaufs, erst als die Sieg im Olympia-Marathon nach Amerika, ein Ausländer, ein Ungar. bbox=[487, 142, 850, 264]
table-cell: — 8.4 bbox=[1579, 921, 1605, 930]
tip-item: 7. Dodola — Pepina — Prinzipal. bbox=[504, 1265, 686, 1276]
table-cell: a) bbox=[1342, 857, 1352, 867]
table-cell: + 32.98 bbox=[1449, 857, 1484, 867]
section-heading-horse-racing: Pferdesport bbox=[487, 778, 574, 794]
article-paragraph: Ein Rohstoffkommissar in Deutschland. Berlin, 30. Juni. (DNB.) Der Reichswirtschaftsminister hat im Einvernehmen mit dem Reichskanzler Dr. Ing. Puppe aus Düsseldorf zum Rohstoffkommissar im Reichswirtschaftsministerium ernannt. Die Devisenlage zwingt zu planmäßiger Verwendung ausländischer Rohstoffe und zur Erschließung heimischer Rohstoffe, soweit es die Erfordernisse erlauben. bbox=[856, 1059, 1223, 1153]
table-row bbox=[1230, 1016, 1606, 1026]
table-cell: 572.53 bbox=[1373, 1027, 1404, 1037]
tip-item: 4. Sina — Pemsil — Junior. bbox=[504, 1222, 657, 1233]
table-cell bbox=[1486, 941, 1606, 952]
table-cell: + 96.06 bbox=[1449, 889, 1484, 899]
article-paragraph: Die Beschäftigung der Papierfabriken hält sich im wesentlichen auf Vorjahrshöhe, die Erzeugung von Packpapier ist etwas besser. In der Textilindustrie gestaltet sich der Export, besonders nach dem Südosten sehr schwierig, im Inlande dauerten die Preiskämpfe an. Die Beschäftigung ist sehr uneinheitlich, Verbesserungen gehen mit Verschlechterungen an anderen Stellen parallel. In der Konfektion ist die Sommersaison zu Ende, der Eingang von Winteraufträgen ist noch schwach. Der Absatz von Chemikalien ist eher schwächer; die Lage der Lederindustrie bleibt im ganzen ungünstig, was auch von der Schuhindustrie gilt. bbox=[856, 462, 1223, 598]
table-cell: 504.13 bbox=[1373, 963, 1404, 973]
table-cell: Zölle bbox=[1231, 984, 1257, 994]
table-cell: + 97.78 bbox=[1449, 1027, 1484, 1037]
article-paragraph: Der kanadische Eishockey-Verband hat bereits jetzt seine Vertreter für die Eishockey-Weltmeisterschaft 1934/35 namhaft gemacht. Für die Kämpfe in dem Schweizer Wintersportort Davos wurden die Winnipeg Monarchs mit der Verteidigung des Titels beauftragt. Im Anschluß an die Davoser Kämpfe werden die Kanadier wieder wie in den Vorjahren auch in Deutschland einige Spiele austragen. bbox=[487, 349, 850, 430]
table-cell: + 5.6 bbox=[1579, 1037, 1605, 1047]
table-cell: a) bbox=[1342, 836, 1352, 845]
tip-item: 6. Dollar — Perk. bbox=[504, 1251, 604, 1262]
masthead: Deutsche Zeitung Bohemia. bbox=[128, 111, 404, 131]
table-cell: Öffentl. Abgaben bbox=[1231, 889, 1313, 899]
table-cell: — 108.28 bbox=[1444, 974, 1484, 983]
table-cell: 94.86 bbox=[1378, 814, 1404, 824]
table-row bbox=[1230, 888, 1606, 899]
article-paragraph: Ein starkes Feld dürfte im Schloßbrunn-Handicap am Start erscheinen. Uns scheinen die Leichtgewichte Bristol, Romanna und Pott dort die meisten Aussichten auf den Sieg zu haben. Im Preis von Sport, dem Hurdenrennen, wird Bonaparte Salvador auch diesmal vor Hagnesfee rangieren. bbox=[487, 1043, 850, 1110]
table-header-row bbox=[1230, 740, 1606, 761]
article-paragraph: Der Marathonlauf ist seitdem der Kern jeder Olympiade geblieben, und in Berlin 1936 wird er wieder den Höhepunkt der Spiele bilden, zu dem Konstantin, der Protektor der Spiele, und Prinz Georg die Sieger ehren. bbox=[133, 1590, 482, 1643]
table-cell bbox=[1486, 835, 1606, 846]
table-cell: 369.00 bbox=[1373, 1069, 1404, 1079]
headline-economy: Volkswirtschaft bbox=[914, 142, 1166, 174]
table-cell: — 16.00 bbox=[1449, 910, 1484, 920]
article-paragraph: Santo Cerbice in Karlsbad. In Karlsbad wurde bei der Einmündung der Prager Straße vor dem Zollamt eine neue Santo-Service-Station errichtet. Die Stelle ist Tag und Nacht geöffnet und bietet neben dem Verkauf eines anerkannt erstklassigen Autoöles die Möglichkeit der Vornahme aller Servicearbeiten an Ihrem Wagen. — Verlangen Sie sogleich Fantolin Motor-Oil. bbox=[487, 1397, 850, 1478]
table-row bbox=[1230, 878, 1606, 888]
table-cell: 111.78 bbox=[1373, 772, 1404, 782]
issue-date: Sonntag, 1. Juli 1934. bbox=[1386, 111, 1602, 131]
table-cell: 571.46 bbox=[1373, 1016, 1404, 1026]
